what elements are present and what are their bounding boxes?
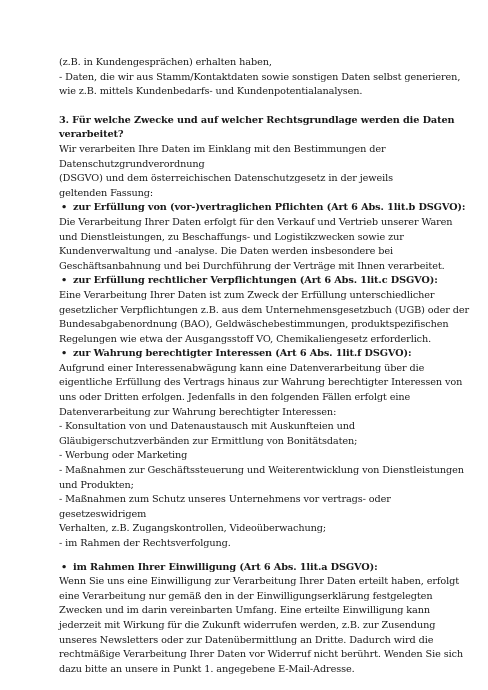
text-line: Gläubigerschutzverbänden zur Ermittlung von Bonitätsdaten; [59,435,358,447]
bullet-legitimate-interests [59,347,464,551]
text-line: Zwecken und im darin vereinbarten Umfang. Eine erteilte Einwilligung kann [59,605,431,617]
text-line: gesetzlicher Verpflichtungen z.B. aus dem Unternehmensgesetzbuch (UGB) oder der [59,304,470,316]
text-line: Bundesabgabenordnung (BAO), Geldwäschebestimmungen, produktspezifischen [59,319,449,331]
bullet-title: • zur Erfüllung von (vor-)vertraglichen Pflichten (Art 6 Abs. 1lit.b DSGVO): [59,201,435,216]
text-line: - Werbung oder Marketing [59,450,188,462]
text-line: jederzeit mit Wirkung für die Zukunft widerrufen werden, z.B. zur Zusendung [59,619,436,631]
bullet-icon: • [61,275,68,287]
text-line: uns oder Dritten erfolgen. Jedenfalls in den folgenden Fällen erfolgt eine [59,392,411,404]
bullet-legal-obligations [59,274,470,347]
bullet-title: • zur Erfüllung rechtlicher Verpflichtungen (Art 6 Abs. 1lit.c DSGVO): [59,274,435,289]
text-line: rechtmäßige Verarbeitung Ihrer Daten vor Widerruf nicht berührt. Wenden Sie sich [59,649,464,661]
bullet-consent [59,561,464,678]
bullet-icon: • [61,202,68,214]
text-line: (DSGVO) und dem österreichischen Datenschutzgesetz in der jeweils [59,173,393,185]
text-line: - Daten, die wir aus Stamm/Kontaktdaten sowie sonstigen Daten selbst generieren, [59,71,461,83]
text-line: Regelungen wie etwa der Ausgangsstoff VO, Chemikaliengesetz erforderlich. [59,333,432,345]
text-line: - Maßnahmen zur Geschäftssteuerung und Weiterentwicklung von Dienstleistungen [59,465,464,477]
text-line: eigentliche Erfüllung des Vertrags hinaus zur Wahrung berechtigter Interessen von [59,377,463,389]
section-3-heading [59,114,455,143]
document-page [59,56,470,677]
text-line: eine Verarbeitung nur gemäß den in der Einwilligungserklärung festgelegten [59,590,433,602]
text-line: Wir verarbeiten Ihre Daten im Einklang mit den Bestimmungen der [59,143,386,155]
text-line: geltenden Fassung: [59,187,154,199]
text-line: Kundenverwaltung und -analyse. Die Daten werden insbesondere bei [59,246,393,258]
text-line: Verhalten, z.B. Zugangskontrollen, Videoüberwachung; [59,523,327,535]
text-line: und Dienstleistungen, zu Beschaffungs- und Logistikzwecken sowie zur [59,231,404,243]
text-line: und Produkten; [59,479,134,491]
text-line: Aufgrund einer Interessenabwägung kann eine Datenverarbeitung über die [59,362,425,374]
bullet-title: • im Rahmen Ihrer Einwilligung (Art 6 Abs. 1lit.a DSGVO): [59,561,435,576]
heading-line: 3. Für welche Zwecke und auf welcher Rechtsgrundlage werden die Daten [59,114,455,126]
text-line: (z.B. in Kundengesprächen) erhalten haben, [59,57,272,68]
text-line: Datenschutzgrundverordnung [59,158,205,170]
text-line: Geschäftsanbahnung und bei Durchführung der Verträge mit Ihnen verarbeitet. [59,260,445,272]
text-line: Eine Verarbeitung Ihrer Daten ist zum Zweck der Erfüllung unterschiedlicher [59,289,435,301]
bullet-contract [59,201,466,274]
bullet-icon: • [61,561,68,573]
heading-line: verarbeitet? [59,129,124,141]
text-line: unseres Newsletters oder zur Datenübermittlung an Dritte. Dadurch wird die [59,634,434,646]
text-line: dazu bitte an unsere in Punkt 1. angegebene E-Mail-Adresse. [59,663,355,675]
text-line: - im Rahmen der Rechtsverfolgung. [59,538,231,549]
text-line: - Konsultation von und Datenaustausch mit Auskunfteien und [59,421,355,433]
text-line: Datenverarbeitung zur Wahrung berechtigter Interessen: [59,406,337,418]
text-line: Die Verarbeitung Ihrer Daten erfolgt für den Verkauf und Vertrieb unserer Waren [59,216,453,228]
text-line: Wenn Sie uns eine Einwilligung zur Verarbeitung Ihrer Daten erteilt haben, erfolgt [59,576,459,588]
text-line: gesetzeswidrigem [59,508,147,520]
bullet-title: • zur Wahrung berechtigter Interessen (Art 6 Abs. 1lit.f DSGVO): [59,347,435,362]
intro-paragraph [59,56,461,100]
section-3-intro [59,143,435,201]
text-line: wie z.B. mittels Kundenbedarfs- und Kundenpotentialanalysen. [59,86,363,98]
text-line: - Maßnahmen zum Schutz unseres Unternehmens vor vertrags- oder [59,494,391,506]
bullet-icon: • [61,348,68,360]
